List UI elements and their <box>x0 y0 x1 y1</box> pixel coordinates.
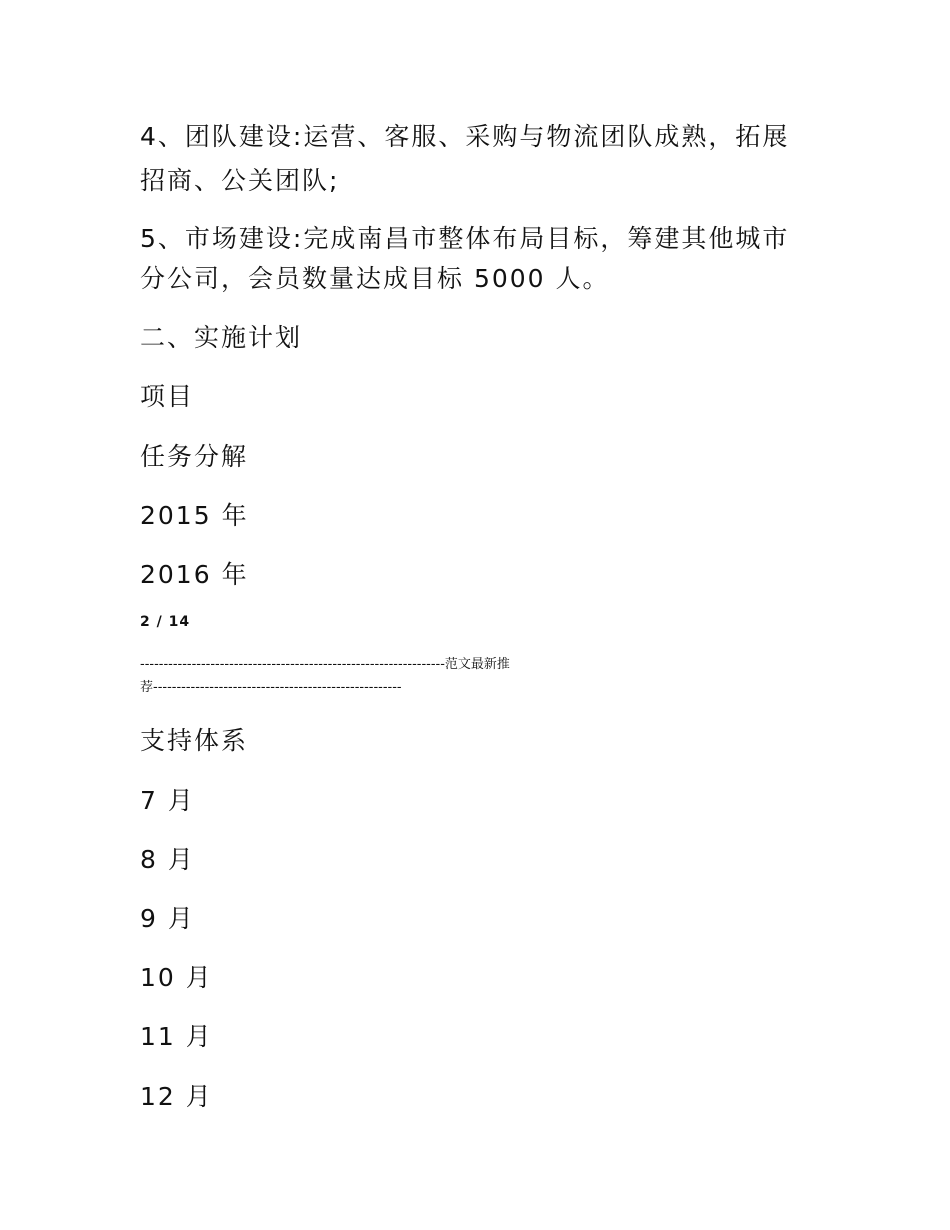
paragraph-team-building-line-1: 4、团队建设:运营、客服、采购与物流团队成熟，拓展 <box>140 122 790 151</box>
table-item: 8 月 <box>140 845 195 874</box>
paragraph-market-building-line-1: 5、市场建设:完成南昌市整体布局目标，筹建其他城市 <box>140 224 790 253</box>
separator-line-2: 荐----------------------------------------------------- <box>140 680 402 695</box>
paragraph-team-building-line-2: 招商、公关团队; <box>140 166 340 195</box>
table-item: 11 月 <box>140 1022 213 1051</box>
table-item: 支持体系 <box>140 726 249 755</box>
paragraph-market-building-line-2: 分公司，会员数量达成目标 5000 人。 <box>140 264 610 293</box>
table-item: 12 月 <box>140 1082 213 1111</box>
separator-line-1: -----------------------------------------------------------------范文最新推 <box>140 657 510 672</box>
table-item: 7 月 <box>140 786 195 815</box>
table-item: 任务分解 <box>140 442 249 471</box>
page-number: 2 / 14 <box>140 614 191 630</box>
section-heading: 二、实施计划 <box>140 323 303 352</box>
table-item: 2015 年 <box>140 501 249 530</box>
table-item: 项目 <box>140 382 195 411</box>
table-item: 9 月 <box>140 904 195 933</box>
table-item: 2016 年 <box>140 560 249 589</box>
table-item: 10 月 <box>140 963 213 992</box>
